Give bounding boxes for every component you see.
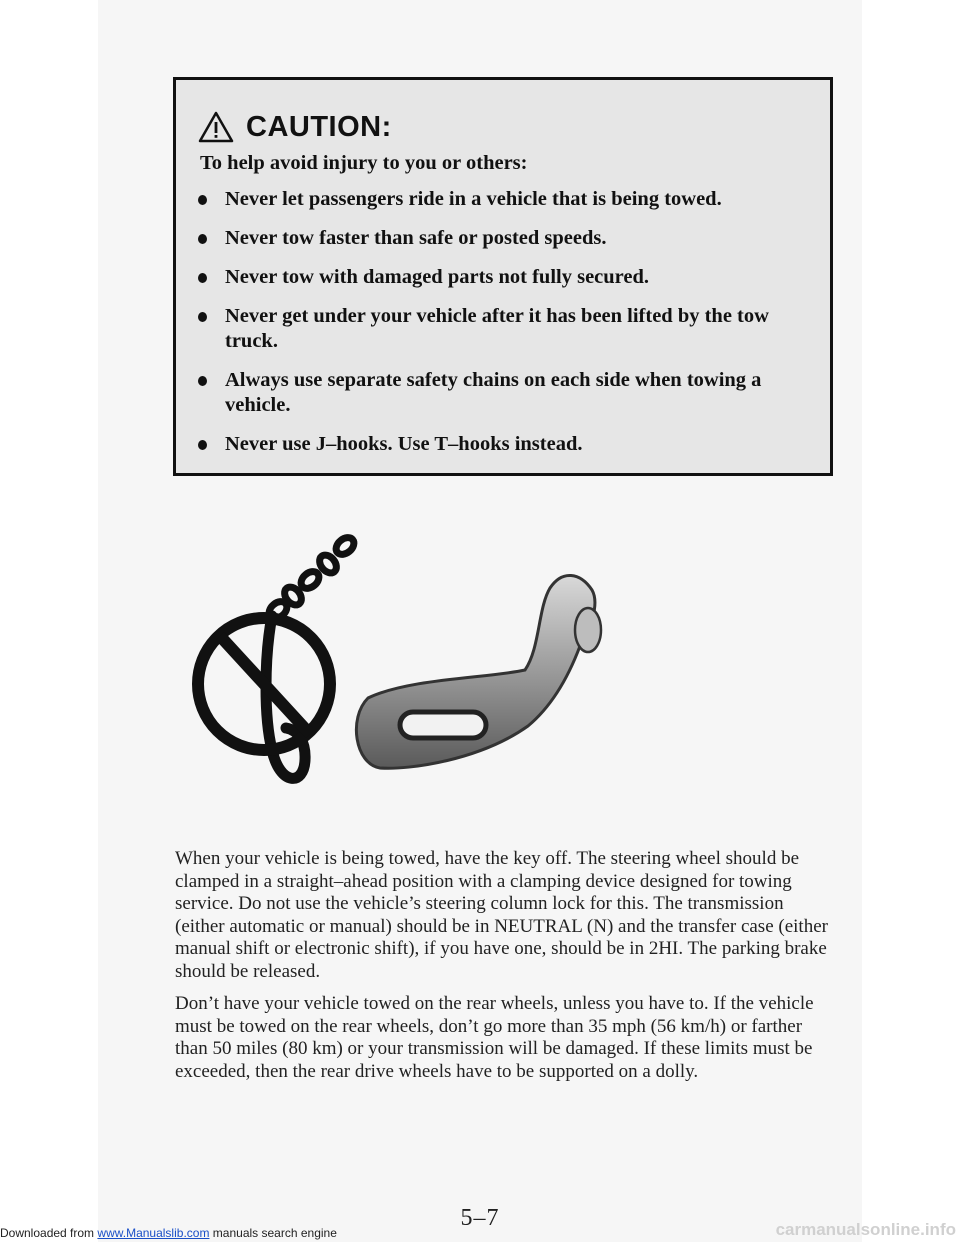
bullet-icon — [198, 312, 207, 322]
caution-item: Never tow faster than safe or posted speeds. — [198, 226, 818, 251]
bullet-icon — [198, 440, 207, 450]
paragraph: Don’t have your vehicle towed on the rear wheels, unless you have to. If the vehicle must be towed on the rear wheels, don’t go more than 35 mph (56 km/h) or farther than 50 miles (80 km) or your transmission will be damaged. If these limits must be exceeded, then the rear drive wheels have to be supported on a dolly. — [175, 993, 814, 1082]
manualslib-link[interactable]: www.Manualslib.com — [97, 1226, 210, 1240]
caution-title: CAUTION: — [246, 110, 392, 143]
caution-intro: To help avoid injury to you or others: — [200, 152, 528, 174]
body-text — [175, 848, 830, 1093]
caution-list — [198, 187, 818, 471]
caution-header — [198, 110, 392, 144]
caution-item: Never tow with damaged parts not fully secured. — [198, 265, 818, 290]
page-number: 5–7 — [460, 1205, 500, 1231]
bullet-icon — [198, 273, 207, 283]
caution-item: Never get under your vehicle after it has been lifted by the tow truck. — [198, 304, 818, 354]
caution-item: Always use separate safety chains on each side when towing a vehicle. — [198, 368, 818, 418]
bullet-icon — [198, 234, 207, 244]
hook-illustration — [180, 528, 630, 796]
caution-item: Never use J–hooks. Use T–hooks instead. — [198, 432, 818, 457]
j-hook-chain-icon — [266, 534, 357, 778]
bullet-icon — [198, 195, 207, 205]
download-banner: Downloaded from www.Manualslib.com manuals search engine — [0, 1226, 337, 1240]
paragraph: When your vehicle is being towed, have the key off. The steering wheel should be clamped in a straight–ahead position with a clamping device designed for towing service. Do not use the vehicle’s steering column lock for this. The transmission (either automatic or manual) should be in NEUTRAL (N) and the transfer case (either manual shift or electronic shift), if you have one, should be in 2HI. The parking brake should be released. — [175, 848, 828, 982]
watermark: carmanualsonline.info — [775, 1220, 956, 1239]
t-hook-icon — [356, 575, 601, 768]
bullet-icon — [198, 376, 207, 386]
caution-item: Never let passengers ride in a vehicle that is being towed. — [198, 187, 818, 212]
caution-box — [173, 77, 833, 476]
warning-triangle-icon — [198, 111, 234, 143]
